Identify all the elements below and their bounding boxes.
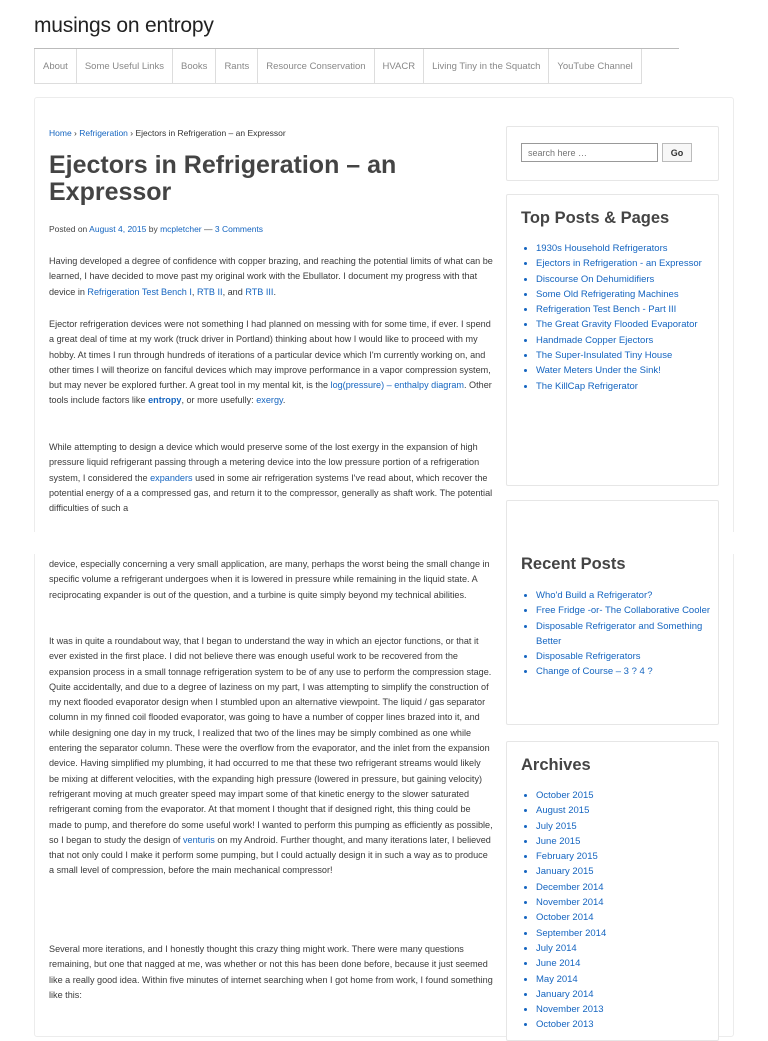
archive-item[interactable] [536,1002,716,1017]
recent-posts-list [521,588,716,680]
link-rtb-1[interactable]: Refrigeration Test Bench I [87,286,192,297]
archive-link[interactable]: November 2013 [536,1004,604,1016]
post-paragraph-3 [49,440,493,516]
paragraph-text: . [282,395,286,406]
post-paragraph-5: Several more iterations, and I honestly thought this crazy thing might work. There were many questions remaining, but one that nagged at me, was whether or not this has been done before, because it just seemed like a really good idea. Within five minutes of internet searching when I got home from work, I found something like this: [49,944,493,1000]
nav-item-rants[interactable]: Rants [216,49,258,83]
nav-item-living-tiny[interactable]: Living Tiny in the Squatch [424,49,549,83]
archive-link[interactable]: July 2014 [536,942,577,954]
top-post-link[interactable]: Handmade Copper Ejectors [536,334,654,346]
top-post-link[interactable]: The KillCap Refrigerator [536,380,638,392]
nav-item-resource-conservation[interactable]: Resource Conservation [258,49,374,83]
archive-item[interactable] [536,788,716,803]
recent-post-item[interactable] [536,649,716,664]
top-post-item[interactable] [536,287,716,302]
nav-item-hvacr[interactable]: HVACR [375,49,425,83]
top-post-item[interactable] [536,272,716,287]
top-posts-heading: Top Posts & Pages [521,209,670,227]
breadcrumb [49,128,286,138]
paragraph-text: While attempting to design a device which would preserve some of the lost exergy in the expansion of high pressure liquid refrigerant passing through a metering device into the low pressure portion of a refrigeration system, I considered the [49,442,480,483]
main-nav [34,49,642,84]
archive-item[interactable] [536,1017,716,1032]
archive-item[interactable] [536,895,716,910]
archive-item[interactable] [536,803,716,818]
paragraph-text: , or more usefully: [181,395,257,406]
paragraph-text: on my Android. Further thought, and many iterations later, I believed that not only could I make it perform some pumping, but I could actually design it in such a way as to produce a small level of compression, before the main mechanical compressor! [49,834,491,876]
paragraph-text: Ejector refrigeration devices were not something I had planned on messing with for some time, if ever. I spend a great deal of time at my work (truck driver in Portland) thinking about how I would like to proceed with my hobby. At times I run through hundreds of iterations of a particular device which I'm currently working on, and other times I will theorize on fanciful devices which may improve performance in a vapor compression system, but may never be explored further. A great tool in my mental kit, is the [49,319,491,391]
recent-post-item[interactable] [536,588,716,603]
archive-link[interactable]: September 2014 [536,927,607,939]
link-rtb-3[interactable]: RTB III [245,286,274,297]
link-expanders[interactable]: expanders [150,472,193,483]
link-log-p-h-diagram[interactable]: log(pressure) – enthalpy diagram [330,380,464,391]
recent-post-link[interactable]: Disposable Refrigerator and Something Better [536,620,703,647]
top-posts-list [521,241,716,394]
archive-item[interactable] [536,941,716,956]
recent-post-item[interactable] [536,664,716,679]
recent-posts-heading: Recent Posts [521,555,626,573]
recent-post-link[interactable]: Change of Course – 3 ? 4 ? [536,666,653,678]
archive-link[interactable]: January 2014 [536,988,594,1000]
archive-item[interactable] [536,956,716,971]
meta-dash: — [201,224,215,234]
post-date-link[interactable]: August 4, 2015 [89,224,147,234]
post-paragraph-2 [49,317,493,409]
archive-item[interactable] [536,880,716,895]
link-exergy[interactable]: exergy [256,395,283,406]
archives-heading: Archives [521,756,591,774]
top-post-item[interactable] [536,348,716,363]
comments-link[interactable]: 3 Comments [214,224,264,234]
recent-posts-widget [506,500,719,725]
link-entropy[interactable]: entropy [148,395,182,406]
top-post-item[interactable] [536,241,716,256]
post-meta [49,224,263,234]
top-post-link[interactable]: 1930s Household Refrigerators [536,243,668,254]
top-post-link[interactable]: Ejectors in Refrigeration - an Expressor [536,258,702,270]
search-go-button[interactable]: Go [662,143,692,162]
archives-widget [506,741,719,1041]
archive-item[interactable] [536,834,716,849]
post-paragraph-4 [49,634,493,879]
archive-item[interactable] [536,910,716,925]
archive-link[interactable]: October 2015 [536,790,594,801]
breadcrumb-current: Ejectors in Refrigeration – an Expressor [135,128,286,138]
author-link[interactable]: mcpletcher [160,224,202,234]
nav-item-books[interactable]: Books [173,49,216,83]
archive-link[interactable]: November 2014 [536,897,604,909]
post-paragraph-3-continued: device, especially concerning a very small application, are many, perhaps the worst being the small change in specific volume a refrigerant undergoes when it is lowered in pressure while remaining in the liquid state. A reciprocating expander is out of the question, and a turbine is quite simply beyond my technical abilities. [49,559,490,600]
nav-item-youtube-channel[interactable]: YouTube Channel [549,49,641,83]
search-widget [506,126,719,181]
nav-item-about[interactable]: About [35,49,77,83]
recent-post-link[interactable]: Free Fridge -or- The Collaborative Cooler [536,605,711,617]
paragraph-text: used in some air refrigeration systems I've read about, which recover the potential energy of a a compressed gas, and return it to the compressor, generally as shaft work. The potential difficulties of such a [49,472,493,514]
post-paragraph-1 [49,254,493,300]
top-post-link[interactable]: Water Meters Under the Sink! [536,365,661,377]
archive-item[interactable] [536,819,716,834]
archive-link[interactable]: May 2014 [536,973,578,985]
paragraph-text: , [191,286,197,297]
top-posts-widget [506,194,719,486]
top-post-link[interactable]: Some Old Refrigerating Machines [536,288,679,300]
nav-item-some-useful-links[interactable]: Some Useful Links [77,49,173,83]
recent-post-item[interactable] [536,619,716,650]
archive-item[interactable] [536,987,716,1002]
meta-by: by [146,224,161,234]
archive-item[interactable] [536,849,716,864]
archive-link[interactable]: October 2013 [536,1019,594,1031]
top-post-link[interactable]: The Super-Insulated Tiny House [536,350,673,362]
post-title: Ejectors in Refrigeration – an Expressor [49,151,397,206]
top-post-item[interactable] [536,256,716,271]
link-rtb-2[interactable]: RTB II [196,286,223,297]
meta-prefix: Posted on [49,224,90,234]
archive-item[interactable] [536,972,716,987]
archive-item[interactable] [536,864,716,879]
recent-post-link[interactable]: Who'd Build a Refrigerator? [536,590,653,601]
paragraph-text: It was in quite a roundabout way, that I began to understand the way in which an ejector functions, or that it ever existed in the first place. I did not believe there was enough useful work to be recovered from the expansion process in a small tonnage refrigeration system to be of any use to perform the compression stage. Quite accidentally, and due to a degree of laziness on my part, I was attempting to simplify the construction of my next flooded evaporator design when I stumbled upon an alternative viewpoint. The liquid / gas separator column in my finned coil flooded evaporator, was going to have a number of copper lines brazed into it, and while designing one day in my truck, I realized that two of the lines may be simply combined as one while entering the separator column. These were the overflow from the evaporator, and the inlet from the expansion device. Having simplified my plumbing, it had occurred to me that these two refrigerant streams would likely be mixing at different velocities, with the expanding high pressure (lowered in pressure, but gaining velocity) refrigerant moving at much greater speed may impart some of that kinetic energy to the slower saturated refrigerant coming from the evaporator. At that moment I thought that if designed right, this thing could be made to pump, and therefore do some useful work! I wanted to perform this pumping as efficiently as possible, so I began to study the design of [49,636,493,845]
link-venturis[interactable]: venturis [182,834,215,845]
top-post-item[interactable] [536,317,716,332]
paragraph-text: . [273,286,276,297]
top-post-item[interactable] [536,363,716,378]
paragraph-text: , and [222,286,246,297]
archive-item[interactable] [536,926,716,941]
breadcrumb-separator: › [127,128,136,138]
search-input[interactable] [521,143,658,162]
recent-post-item[interactable] [536,603,716,618]
archive-link[interactable]: December 2014 [536,881,604,893]
archive-link[interactable]: February 2015 [536,851,598,863]
archive-link[interactable]: August 2015 [536,805,590,817]
top-post-item[interactable] [536,302,716,317]
archive-link[interactable]: October 2014 [536,912,594,924]
archives-list [521,788,716,1033]
top-post-item[interactable] [536,333,716,348]
breadcrumb-separator: › [71,128,80,138]
site-title[interactable]: musings on entropy [34,14,214,37]
top-post-link[interactable]: The Great Gravity Flooded Evaporator [536,319,698,331]
recent-post-link[interactable]: Disposable Refrigerators [536,651,641,663]
breadcrumb-home[interactable]: Home [49,128,72,138]
archive-link[interactable]: June 2014 [536,958,581,970]
top-post-link[interactable]: Refrigeration Test Bench - Part III [536,304,677,316]
paragraph-text: Having developed a degree of confidence with copper brazing, and reaching the potential limits of what can be learned, I have decided to move past my original work with the Ebullator. I document my progress with that device in [49,256,493,297]
paragraph-text: . Other tools include factors like [49,380,492,406]
archive-link[interactable]: January 2015 [536,866,594,878]
archive-link[interactable]: June 2015 [536,835,581,847]
top-post-item[interactable] [536,379,716,394]
top-post-link[interactable]: Discourse On Dehumidifiers [536,273,655,285]
breadcrumb-category[interactable]: Refrigeration [79,128,128,138]
archive-link[interactable]: July 2015 [536,820,577,832]
